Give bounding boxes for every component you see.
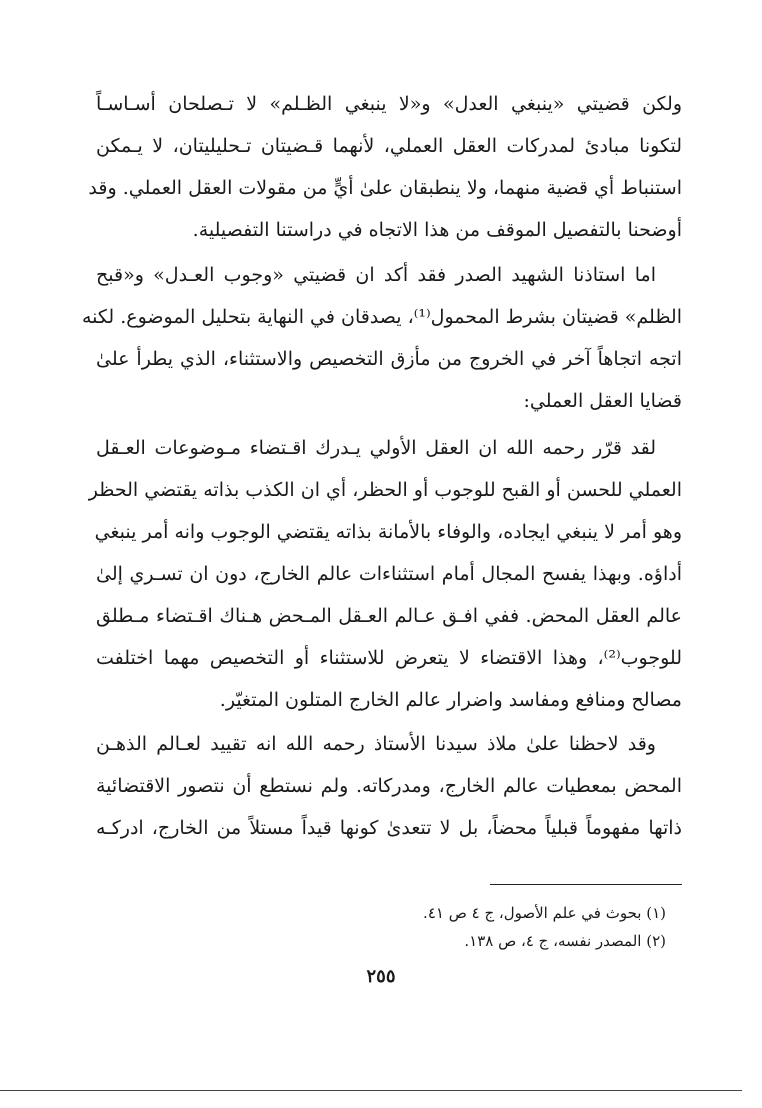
text-line: الظلم» قضيتان بشرط المحمول⁽¹⁾، يصدقان في النهاية بتحليل الموضوع. لكنه	[81, 306, 682, 328]
text-line: استنباط أي قضية منهما، ولا ينطبقان علىٰ أيٍّ من مقولات العقل العملي. وقد	[88, 177, 682, 199]
text-line: وقد لاحظنا علىٰ ملاذ سيدنا الأستاذ رحمه الله انه تقييد لعـالم الذهـن	[96, 733, 656, 755]
text-line: ذاتها مفهوماً قبلياً محضاً، بل لا تتعدىٰ كونها قيداً مستلاً من الخارج، ادركـه	[96, 817, 682, 839]
page-number: ٢٥٥	[366, 966, 396, 987]
text-line: عالم العقل المحض. ففي افـق عـالم العـقل المـحض هـناك اقـتضاء مـطلق	[96, 605, 682, 627]
text-line: المحض بمعطيات عالم الخارج، ومدركاته. ولم نستطع أن نتصور الاقتضائية	[96, 775, 683, 797]
footnote-1: (١) بحوث في علم الأصول، ج ٤ ص ٤١.	[423, 904, 666, 922]
footnote-2: (٢) المصدر نفسه، ج ٤، ص ١٣٨.	[464, 932, 666, 950]
text-line: لتكونا مبادئ لمدركات العقل العملي، لأنهما قـضيتان تـحليليتان، لا يـمكن	[96, 135, 682, 157]
text-line: اما استاذنا الشهيد الصدر فقد أكد ان قضيتي «وجوب العـدل» و«قبح	[96, 264, 656, 286]
text-line: اتجه اتجاهاً آخر في الخروج من مأزق التخصيص والاستثناء، الذي يطرأ علىٰ	[96, 348, 682, 370]
text-line: ولكن قضيتي «ينبغي العدل» و«لا ينبغي الظـلم» لا تـصلحان أسـاسـاً	[96, 93, 682, 115]
text-line: وهو أمر لا ينبغي ايجاده، والوفاء بالأمانة بذاته يقتضي الوجوب وانه أمر ينبغي	[94, 521, 682, 543]
text-line: للوجوب⁽²⁾، وهذا الاقتضاء لا يتعرض للاستثناء أو التخصيص مهما اختلفت	[96, 647, 682, 669]
text-line: أداؤه. وبهذا يفسح المجال أمام استثناءات عالم الخارج، دون ان تسـري إلىٰ	[96, 563, 682, 585]
text-line: العملي للحسن أو القبح للوجوب أو الحظر، أي ان الكذب بذاته يقتضي الحظر	[88, 479, 682, 501]
text-line: أوضحنا بالتفصيل الموقف من هذا الاتجاه في دراستنا التفصيلية.	[192, 219, 682, 241]
text-line: قضايا العقل العملي:	[523, 390, 682, 412]
text-line: مصالح ومنافع ومفاسد واضرار عالم الخارج المتلون المتغيّر.	[219, 689, 682, 711]
scan-edge-line	[0, 1090, 742, 1091]
text-line: لقد قرّر رحمه الله ان العقل الأولي يـدرك اقـتضاء مـوضوعات العـقل	[96, 437, 656, 459]
footnote-separator	[490, 884, 682, 885]
